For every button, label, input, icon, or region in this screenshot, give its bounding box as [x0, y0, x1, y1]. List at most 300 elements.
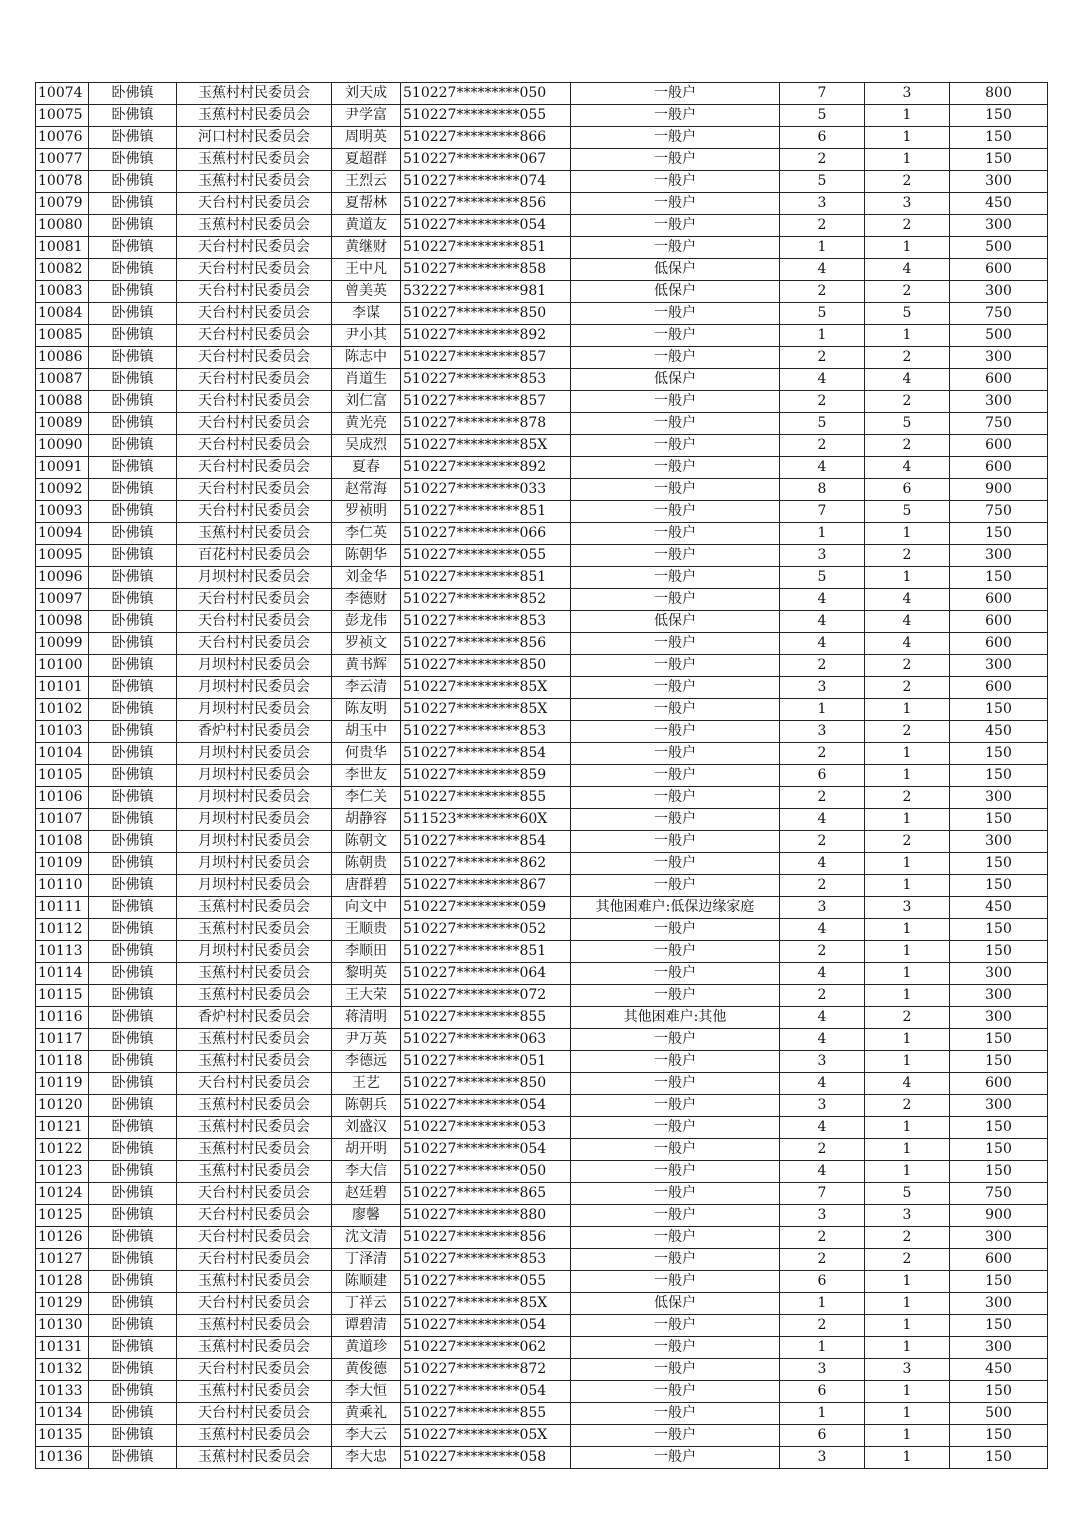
town-cell: 卧佛镇 — [89, 699, 177, 721]
household-size-cell: 2 — [780, 1249, 865, 1271]
id-number-cell: 510227*********851 — [401, 237, 571, 259]
amount-cell: 300 — [950, 1227, 1048, 1249]
village-committee-cell: 天台村村民委员会 — [177, 479, 332, 501]
record-number-cell: 10099 — [36, 633, 89, 655]
household-size-cell: 3 — [780, 721, 865, 743]
table-row — [36, 897, 1048, 919]
household-size-cell: 4 — [780, 1029, 865, 1051]
town-cell: 卧佛镇 — [89, 1205, 177, 1227]
id-number-cell: 510227*********058 — [401, 1447, 571, 1469]
amount-cell: 600 — [950, 1249, 1048, 1271]
amount-cell: 750 — [950, 303, 1048, 325]
beneficiary-count-cell: 5 — [865, 413, 950, 435]
record-number-cell: 10131 — [36, 1337, 89, 1359]
beneficiary-count-cell: 2 — [865, 435, 950, 457]
table-row — [36, 259, 1048, 281]
village-committee-cell: 玉蕉村村民委员会 — [177, 1051, 332, 1073]
beneficiary-count-cell: 1 — [865, 1425, 950, 1447]
household-size-cell: 4 — [780, 457, 865, 479]
householder-name-cell: 肖道生 — [332, 369, 401, 391]
id-number-cell: 510227*********051 — [401, 1051, 571, 1073]
amount-cell: 600 — [950, 611, 1048, 633]
amount-cell: 150 — [950, 1447, 1048, 1469]
table-row — [36, 149, 1048, 171]
id-number-cell: 510227*********85X — [401, 699, 571, 721]
householder-name-cell: 向文中 — [332, 897, 401, 919]
town-cell: 卧佛镇 — [89, 105, 177, 127]
household-size-cell: 4 — [780, 1161, 865, 1183]
householder-name-cell: 罗祯明 — [332, 501, 401, 523]
household-type-cell: 一般户 — [571, 325, 780, 347]
beneficiary-count-cell: 1 — [865, 523, 950, 545]
householder-name-cell: 陈志中 — [332, 347, 401, 369]
household-size-cell: 4 — [780, 589, 865, 611]
amount-cell: 150 — [950, 127, 1048, 149]
village-committee-cell: 天台村村民委员会 — [177, 589, 332, 611]
village-committee-cell: 天台村村民委员会 — [177, 1073, 332, 1095]
village-committee-cell: 天台村村民委员会 — [177, 435, 332, 457]
household-size-cell: 5 — [780, 567, 865, 589]
id-number-cell: 532227*********981 — [401, 281, 571, 303]
record-number-cell: 10105 — [36, 765, 89, 787]
id-number-cell: 510227*********851 — [401, 941, 571, 963]
amount-cell: 450 — [950, 721, 1048, 743]
id-number-cell: 510227*********854 — [401, 831, 571, 853]
household-size-cell: 7 — [780, 1183, 865, 1205]
table-row — [36, 941, 1048, 963]
town-cell: 卧佛镇 — [89, 1271, 177, 1293]
beneficiary-count-cell: 3 — [865, 1205, 950, 1227]
householder-name-cell: 黄道珍 — [332, 1337, 401, 1359]
town-cell: 卧佛镇 — [89, 545, 177, 567]
town-cell: 卧佛镇 — [89, 325, 177, 347]
beneficiary-count-cell: 2 — [865, 655, 950, 677]
household-size-cell: 1 — [780, 1293, 865, 1315]
town-cell: 卧佛镇 — [89, 1161, 177, 1183]
beneficiary-count-cell: 2 — [865, 1249, 950, 1271]
record-number-cell: 10125 — [36, 1205, 89, 1227]
beneficiary-count-cell: 1 — [865, 1161, 950, 1183]
id-number-cell: 510227*********033 — [401, 479, 571, 501]
record-number-cell: 10082 — [36, 259, 89, 281]
beneficiary-count-cell: 1 — [865, 1381, 950, 1403]
beneficiary-count-cell: 1 — [865, 1139, 950, 1161]
beneficiary-count-cell: 2 — [865, 545, 950, 567]
beneficiary-count-cell: 1 — [865, 743, 950, 765]
household-type-cell: 其他困难户:其他 — [571, 1007, 780, 1029]
table-row — [36, 215, 1048, 237]
town-cell: 卧佛镇 — [89, 215, 177, 237]
household-size-cell: 3 — [780, 1359, 865, 1381]
id-number-cell: 510227*********050 — [401, 1161, 571, 1183]
amount-cell: 150 — [950, 875, 1048, 897]
record-number-cell: 10101 — [36, 677, 89, 699]
roster-body — [36, 83, 1048, 1469]
beneficiary-count-cell: 2 — [865, 721, 950, 743]
id-number-cell: 510227*********054 — [401, 1095, 571, 1117]
household-type-cell: 一般户 — [571, 1117, 780, 1139]
beneficiary-count-cell: 1 — [865, 809, 950, 831]
town-cell: 卧佛镇 — [89, 677, 177, 699]
village-committee-cell: 玉蕉村村民委员会 — [177, 1095, 332, 1117]
id-number-cell: 510227*********850 — [401, 1073, 571, 1095]
beneficiary-count-cell: 2 — [865, 831, 950, 853]
household-type-cell: 一般户 — [571, 1205, 780, 1227]
table-row — [36, 391, 1048, 413]
amount-cell: 300 — [950, 831, 1048, 853]
record-number-cell: 10106 — [36, 787, 89, 809]
amount-cell: 300 — [950, 1337, 1048, 1359]
household-type-cell: 一般户 — [571, 677, 780, 699]
beneficiary-count-cell: 1 — [865, 127, 950, 149]
beneficiary-count-cell: 5 — [865, 1183, 950, 1205]
table-row — [36, 655, 1048, 677]
household-size-cell: 2 — [780, 1315, 865, 1337]
id-number-cell: 510227*********050 — [401, 83, 571, 105]
amount-cell: 750 — [950, 501, 1048, 523]
table-row — [36, 699, 1048, 721]
household-size-cell: 5 — [780, 171, 865, 193]
id-number-cell: 510227*********853 — [401, 369, 571, 391]
id-number-cell: 510227*********063 — [401, 1029, 571, 1051]
table-row — [36, 919, 1048, 941]
table-row — [36, 479, 1048, 501]
table-row — [36, 1249, 1048, 1271]
household-type-cell: 一般户 — [571, 413, 780, 435]
id-number-cell: 510227*********858 — [401, 259, 571, 281]
village-committee-cell: 天台村村民委员会 — [177, 1249, 332, 1271]
village-committee-cell: 天台村村民委员会 — [177, 1359, 332, 1381]
amount-cell: 300 — [950, 391, 1048, 413]
record-number-cell: 10077 — [36, 149, 89, 171]
record-number-cell: 10116 — [36, 1007, 89, 1029]
record-number-cell: 10085 — [36, 325, 89, 347]
household-size-cell: 4 — [780, 853, 865, 875]
householder-name-cell: 王顺贵 — [332, 919, 401, 941]
beneficiary-count-cell: 4 — [865, 369, 950, 391]
id-number-cell: 510227*********053 — [401, 1117, 571, 1139]
household-size-cell: 6 — [780, 1381, 865, 1403]
household-size-cell: 1 — [780, 237, 865, 259]
table-row — [36, 633, 1048, 655]
record-number-cell: 10127 — [36, 1249, 89, 1271]
record-number-cell: 10083 — [36, 281, 89, 303]
table-row — [36, 1139, 1048, 1161]
table-row — [36, 303, 1048, 325]
beneficiary-count-cell: 2 — [865, 1095, 950, 1117]
table-row — [36, 237, 1048, 259]
household-size-cell: 4 — [780, 259, 865, 281]
id-number-cell: 511523*********60X — [401, 809, 571, 831]
household-type-cell: 低保户 — [571, 1293, 780, 1315]
table-row — [36, 1029, 1048, 1051]
record-number-cell: 10075 — [36, 105, 89, 127]
householder-name-cell: 罗祯文 — [332, 633, 401, 655]
beneficiary-count-cell: 2 — [865, 677, 950, 699]
beneficiary-count-cell: 1 — [865, 1271, 950, 1293]
table-row — [36, 523, 1048, 545]
amount-cell: 150 — [950, 1139, 1048, 1161]
table-row — [36, 325, 1048, 347]
beneficiary-count-cell: 3 — [865, 1359, 950, 1381]
household-type-cell: 一般户 — [571, 1051, 780, 1073]
amount-cell: 300 — [950, 1293, 1048, 1315]
town-cell: 卧佛镇 — [89, 1381, 177, 1403]
household-size-cell: 3 — [780, 1205, 865, 1227]
household-type-cell: 一般户 — [571, 721, 780, 743]
beneficiary-count-cell: 1 — [865, 1117, 950, 1139]
record-number-cell: 10117 — [36, 1029, 89, 1051]
householder-name-cell: 王中凡 — [332, 259, 401, 281]
beneficiary-count-cell: 1 — [865, 105, 950, 127]
household-type-cell: 一般户 — [571, 655, 780, 677]
town-cell: 卧佛镇 — [89, 259, 177, 281]
amount-cell: 150 — [950, 567, 1048, 589]
amount-cell: 150 — [950, 1051, 1048, 1073]
village-committee-cell: 天台村村民委员会 — [177, 259, 332, 281]
household-type-cell: 低保户 — [571, 369, 780, 391]
amount-cell: 150 — [950, 809, 1048, 831]
amount-cell: 150 — [950, 699, 1048, 721]
id-number-cell: 510227*********856 — [401, 633, 571, 655]
village-committee-cell: 玉蕉村村民委员会 — [177, 1381, 332, 1403]
town-cell: 卧佛镇 — [89, 369, 177, 391]
householder-name-cell: 刘仁富 — [332, 391, 401, 413]
beneficiary-count-cell: 1 — [865, 853, 950, 875]
village-committee-cell: 月坝村村民委员会 — [177, 743, 332, 765]
village-committee-cell: 天台村村民委员会 — [177, 193, 332, 215]
table-row — [36, 1095, 1048, 1117]
amount-cell: 300 — [950, 787, 1048, 809]
table-row — [36, 545, 1048, 567]
householder-name-cell: 黄书辉 — [332, 655, 401, 677]
household-type-cell: 一般户 — [571, 941, 780, 963]
householder-name-cell: 李德远 — [332, 1051, 401, 1073]
id-number-cell: 510227*********072 — [401, 985, 571, 1007]
householder-name-cell: 陈顺建 — [332, 1271, 401, 1293]
householder-name-cell: 唐群碧 — [332, 875, 401, 897]
id-number-cell: 510227*********055 — [401, 545, 571, 567]
beneficiary-count-cell: 4 — [865, 589, 950, 611]
household-size-cell: 2 — [780, 787, 865, 809]
id-number-cell: 510227*********066 — [401, 523, 571, 545]
household-type-cell: 一般户 — [571, 963, 780, 985]
table-row — [36, 171, 1048, 193]
record-number-cell: 10123 — [36, 1161, 89, 1183]
beneficiary-count-cell: 5 — [865, 303, 950, 325]
householder-name-cell: 曾美英 — [332, 281, 401, 303]
amount-cell: 300 — [950, 985, 1048, 1007]
beneficiary-count-cell: 2 — [865, 391, 950, 413]
id-number-cell: 510227*********054 — [401, 1381, 571, 1403]
record-number-cell: 10098 — [36, 611, 89, 633]
household-type-cell: 其他困难户:低保边缘家庭 — [571, 897, 780, 919]
beneficiary-count-cell: 4 — [865, 611, 950, 633]
householder-name-cell: 赵常海 — [332, 479, 401, 501]
household-type-cell: 低保户 — [571, 611, 780, 633]
village-committee-cell: 玉蕉村村民委员会 — [177, 963, 332, 985]
householder-name-cell: 陈朝华 — [332, 545, 401, 567]
record-number-cell: 10103 — [36, 721, 89, 743]
record-number-cell: 10095 — [36, 545, 89, 567]
village-committee-cell: 玉蕉村村民委员会 — [177, 149, 332, 171]
village-committee-cell: 香炉村村民委员会 — [177, 721, 332, 743]
householder-name-cell: 廖馨 — [332, 1205, 401, 1227]
id-number-cell: 510227*********854 — [401, 743, 571, 765]
table-row — [36, 1205, 1048, 1227]
amount-cell: 150 — [950, 1315, 1048, 1337]
household-size-cell: 2 — [780, 941, 865, 963]
household-type-cell: 一般户 — [571, 105, 780, 127]
village-committee-cell: 玉蕉村村民委员会 — [177, 83, 332, 105]
household-size-cell: 6 — [780, 1271, 865, 1293]
householder-name-cell: 李大忠 — [332, 1447, 401, 1469]
household-type-cell: 一般户 — [571, 875, 780, 897]
amount-cell: 150 — [950, 853, 1048, 875]
household-type-cell: 一般户 — [571, 149, 780, 171]
village-committee-cell: 玉蕉村村民委员会 — [177, 1425, 332, 1447]
householder-name-cell: 李谋 — [332, 303, 401, 325]
table-row — [36, 589, 1048, 611]
household-type-cell: 一般户 — [571, 435, 780, 457]
household-size-cell: 2 — [780, 347, 865, 369]
beneficiary-count-cell: 1 — [865, 941, 950, 963]
amount-cell: 600 — [950, 1073, 1048, 1095]
household-size-cell: 6 — [780, 765, 865, 787]
town-cell: 卧佛镇 — [89, 897, 177, 919]
record-number-cell: 10108 — [36, 831, 89, 853]
householder-name-cell: 陈朝文 — [332, 831, 401, 853]
beneficiary-count-cell: 4 — [865, 259, 950, 281]
table-row — [36, 1161, 1048, 1183]
household-size-cell: 4 — [780, 919, 865, 941]
table-row — [36, 1425, 1048, 1447]
record-number-cell: 10118 — [36, 1051, 89, 1073]
id-number-cell: 510227*********859 — [401, 765, 571, 787]
id-number-cell: 510227*********855 — [401, 1007, 571, 1029]
amount-cell: 150 — [950, 149, 1048, 171]
table-row — [36, 1073, 1048, 1095]
amount-cell: 500 — [950, 325, 1048, 347]
town-cell: 卧佛镇 — [89, 1183, 177, 1205]
householder-name-cell: 王大荣 — [332, 985, 401, 1007]
village-committee-cell: 天台村村民委员会 — [177, 347, 332, 369]
beneficiary-count-cell: 1 — [865, 567, 950, 589]
village-committee-cell: 月坝村村民委员会 — [177, 831, 332, 853]
id-number-cell: 510227*********856 — [401, 193, 571, 215]
amount-cell: 150 — [950, 1029, 1048, 1051]
village-committee-cell: 天台村村民委员会 — [177, 1205, 332, 1227]
id-number-cell: 510227*********062 — [401, 1337, 571, 1359]
beneficiary-count-cell: 2 — [865, 1007, 950, 1029]
town-cell: 卧佛镇 — [89, 985, 177, 1007]
household-type-cell: 一般户 — [571, 1073, 780, 1095]
id-number-cell: 510227*********872 — [401, 1359, 571, 1381]
beneficiary-count-cell: 1 — [865, 985, 950, 1007]
village-committee-cell: 月坝村村民委员会 — [177, 677, 332, 699]
household-type-cell: 一般户 — [571, 347, 780, 369]
town-cell: 卧佛镇 — [89, 1293, 177, 1315]
table-row — [36, 765, 1048, 787]
table-row — [36, 1315, 1048, 1337]
village-committee-cell: 玉蕉村村民委员会 — [177, 985, 332, 1007]
amount-cell: 800 — [950, 83, 1048, 105]
beneficiary-count-cell: 1 — [865, 765, 950, 787]
amount-cell: 300 — [950, 1095, 1048, 1117]
id-number-cell: 510227*********054 — [401, 215, 571, 237]
town-cell: 卧佛镇 — [89, 963, 177, 985]
household-type-cell: 一般户 — [571, 1337, 780, 1359]
id-number-cell: 510227*********892 — [401, 325, 571, 347]
beneficiary-count-cell: 1 — [865, 1051, 950, 1073]
amount-cell: 150 — [950, 1425, 1048, 1447]
record-number-cell: 10092 — [36, 479, 89, 501]
village-committee-cell: 玉蕉村村民委员会 — [177, 1161, 332, 1183]
id-number-cell: 510227*********85X — [401, 677, 571, 699]
table-row — [36, 457, 1048, 479]
beneficiary-count-cell: 2 — [865, 171, 950, 193]
amount-cell: 450 — [950, 193, 1048, 215]
household-type-cell: 一般户 — [571, 1227, 780, 1249]
amount-cell: 600 — [950, 259, 1048, 281]
village-committee-cell: 玉蕉村村民委员会 — [177, 1447, 332, 1469]
record-number-cell: 10113 — [36, 941, 89, 963]
household-size-cell: 3 — [780, 897, 865, 919]
table-row — [36, 1271, 1048, 1293]
table-row — [36, 787, 1048, 809]
household-size-cell: 3 — [780, 545, 865, 567]
id-number-cell: 510227*********878 — [401, 413, 571, 435]
household-roster-table — [35, 82, 1048, 1469]
household-type-cell: 一般户 — [571, 1425, 780, 1447]
town-cell: 卧佛镇 — [89, 809, 177, 831]
household-type-cell: 一般户 — [571, 215, 780, 237]
town-cell: 卧佛镇 — [89, 457, 177, 479]
householder-name-cell: 赵廷碧 — [332, 1183, 401, 1205]
table-row — [36, 1359, 1048, 1381]
beneficiary-count-cell: 1 — [865, 1447, 950, 1469]
table-row — [36, 1227, 1048, 1249]
amount-cell: 150 — [950, 1117, 1048, 1139]
household-size-cell: 4 — [780, 633, 865, 655]
town-cell: 卧佛镇 — [89, 721, 177, 743]
amount-cell: 150 — [950, 1381, 1048, 1403]
village-committee-cell: 天台村村民委员会 — [177, 633, 332, 655]
table-row — [36, 743, 1048, 765]
beneficiary-count-cell: 1 — [865, 1029, 950, 1051]
record-number-cell: 10074 — [36, 83, 89, 105]
record-number-cell: 10133 — [36, 1381, 89, 1403]
id-number-cell: 510227*********852 — [401, 589, 571, 611]
table-row — [36, 413, 1048, 435]
id-number-cell: 510227*********064 — [401, 963, 571, 985]
record-number-cell: 10126 — [36, 1227, 89, 1249]
id-number-cell: 510227*********85X — [401, 435, 571, 457]
household-size-cell: 2 — [780, 743, 865, 765]
household-type-cell: 一般户 — [571, 1359, 780, 1381]
beneficiary-count-cell: 5 — [865, 501, 950, 523]
village-committee-cell: 天台村村民委员会 — [177, 501, 332, 523]
household-size-cell: 3 — [780, 1447, 865, 1469]
town-cell: 卧佛镇 — [89, 347, 177, 369]
household-type-cell: 一般户 — [571, 1381, 780, 1403]
town-cell: 卧佛镇 — [89, 303, 177, 325]
village-committee-cell: 玉蕉村村民委员会 — [177, 1029, 332, 1051]
householder-name-cell: 陈友明 — [332, 699, 401, 721]
village-committee-cell: 月坝村村民委员会 — [177, 875, 332, 897]
town-cell: 卧佛镇 — [89, 1051, 177, 1073]
village-committee-cell: 月坝村村民委员会 — [177, 699, 332, 721]
